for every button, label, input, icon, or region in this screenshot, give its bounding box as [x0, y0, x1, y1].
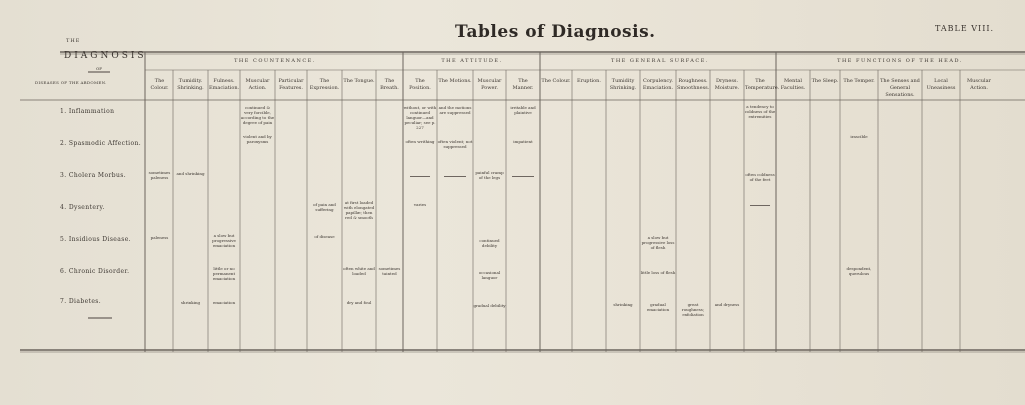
col-header: Muscular Action. — [245, 78, 270, 91]
col-header: Fulness. Emaciation. — [209, 78, 240, 91]
col-header: The Position. — [409, 78, 431, 91]
table-cell: despondent, querulous — [846, 266, 872, 276]
col-header: The Motions. — [438, 78, 472, 84]
col-header: Eruption. — [577, 78, 601, 84]
group-attitude: THE ATTITUDE. — [441, 58, 503, 64]
table-number: TABLE VIII. — [935, 24, 995, 33]
diseases-heading: DISEASES OF THE ABDOMEN. — [35, 80, 107, 85]
table-cell: varies — [413, 202, 427, 207]
col-header: The Temper. — [843, 78, 875, 84]
dash-mark — [444, 176, 466, 177]
col-header: Tumidity Shrinking. — [609, 78, 637, 91]
table-cell: a slow but progressive emaciation — [212, 233, 236, 248]
col-header: Dryness. Moisture. — [714, 78, 740, 91]
table-cell: a tendency to coldness of the extremities — [744, 104, 776, 119]
table-cell: great roughness; exfoliation — [681, 302, 705, 317]
page-title: Tables of Diagnosis. — [455, 22, 656, 42]
dash-mark — [512, 176, 534, 177]
table-cell: of pain and suffering — [313, 202, 336, 212]
dash-mark — [410, 176, 430, 177]
table-cell: of disease — [314, 234, 335, 239]
col-header: Muscular Action. — [967, 78, 991, 91]
table-cell: gradual emaciation — [646, 302, 670, 312]
col-header: The Manner. — [512, 78, 534, 91]
table-cell: irritable and plaintive — [510, 105, 536, 115]
diagnosis-of: OF — [96, 66, 103, 71]
table-cell: a slow but progressive loss of flesh — [641, 235, 675, 250]
table-cell: little or no permanent emaciation — [212, 266, 236, 281]
table-cell: continued debility — [479, 238, 500, 248]
table-cell: emaciation — [212, 300, 236, 305]
col-header: The Temperature. — [745, 78, 780, 91]
table-cell: often coldness of the feet — [745, 172, 775, 182]
diagnosis-the: THE — [66, 38, 81, 44]
table-cell: irascible — [850, 134, 868, 139]
col-header: The Tongue. — [343, 78, 375, 84]
table-cell: continued & very forcible, according to the degree of pain — [240, 105, 275, 125]
table-cell: shrinking — [613, 302, 633, 307]
disease-row-label: 6. Chronic Disorder. — [60, 268, 130, 275]
table-cell: without, or with continued languor—and peculiar; see p. 227 — [403, 105, 437, 130]
disease-row-label: 1. Inflammation — [60, 108, 115, 115]
dash-mark — [750, 205, 770, 206]
col-header: The Sleep. — [811, 78, 839, 84]
table-cell: violent and by paroxysms — [243, 134, 272, 144]
col-header: The Breath. — [380, 78, 399, 91]
col-header: Tumidity. Shrinking. — [177, 78, 204, 91]
col-header: Local Uneasiness — [926, 78, 956, 91]
group-surface: THE GENERAL SURFACE. — [610, 58, 709, 64]
table-cell: often white and loaded — [343, 266, 375, 276]
disease-row-label: 3. Cholera Morbus. — [60, 172, 127, 179]
diagnosis-heading: DIAGNOSIS — [64, 51, 147, 61]
table-cell: impatient — [513, 139, 533, 144]
col-header: Corpulency. Emaciation. — [642, 78, 674, 91]
table-cell: at first loaded with elongated papillæ; then red & smooth — [343, 200, 375, 220]
table-cell: and shrinking — [176, 171, 205, 176]
table-cell: occasional languor — [478, 270, 501, 280]
table-cell: gradual debility — [473, 303, 506, 308]
col-header: Particular Features. — [278, 78, 304, 91]
table-cell: little loss of flesh — [640, 270, 676, 275]
group-head: THE FUNCTIONS OF THE HEAD. — [837, 58, 963, 64]
disease-row-label: 4. Dysentery. — [60, 204, 105, 211]
disease-row-label: 2. Spasmodic Affection. — [60, 140, 142, 147]
table-cell: and the motions are suppressed — [438, 105, 472, 115]
table-cell: shrinking — [180, 300, 201, 305]
group-countenance: THE COUNTENANCE. — [234, 58, 316, 64]
table-cell: often violent; not suppressed — [437, 139, 473, 149]
table-cell: painful cramp of the legs — [475, 170, 504, 180]
table-cell: paleness — [150, 235, 169, 240]
disease-row-label: 7. Diabetes. — [60, 298, 102, 305]
col-header: The Colour. — [541, 78, 571, 84]
col-header: Mental Faculties. — [780, 78, 806, 91]
col-header: Muscular Power. — [477, 78, 502, 91]
table-cell: dry and foul — [346, 300, 372, 305]
table-cell: often writhing — [405, 139, 435, 144]
table-cell: sometimes tainted — [378, 266, 401, 276]
col-header: The Senses and General Sensations. — [880, 78, 920, 98]
disease-row-label: 5. Insidious Disease. — [60, 236, 131, 243]
col-header: Roughness. Smoothness. — [677, 78, 710, 91]
table-cell: and dryness — [714, 302, 740, 307]
col-header: The Colour. — [150, 78, 169, 91]
table-cell: sometimes paleness — [148, 170, 171, 180]
col-header: The Expression. — [309, 78, 340, 91]
